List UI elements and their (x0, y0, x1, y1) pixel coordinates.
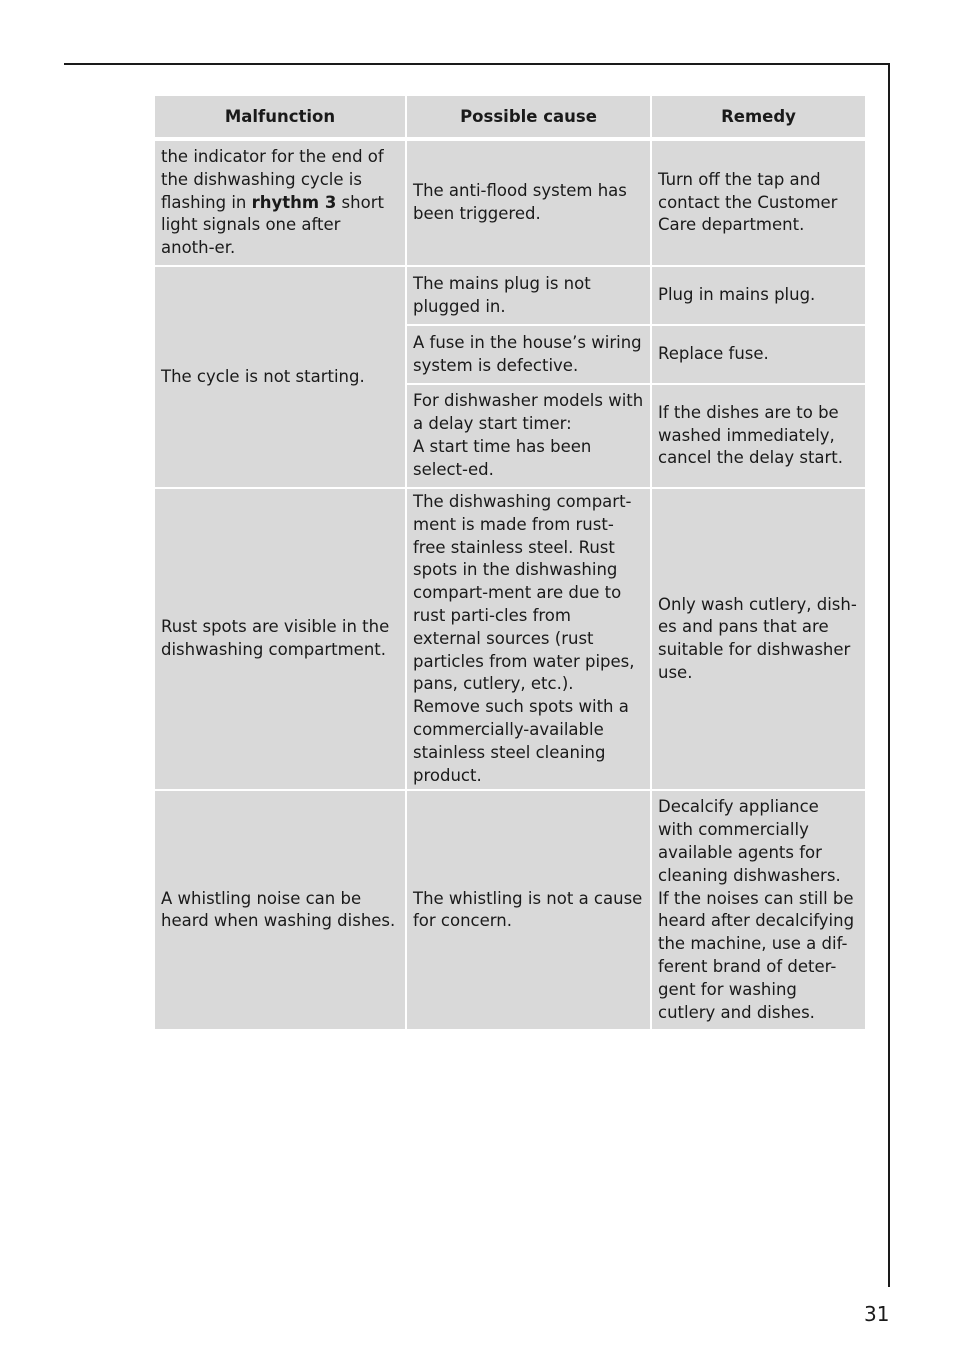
cause-cell: The dishwashing compart-ment is made from rust-free stainless steel. Rust spots in the dishwashing compart-ment are due to rust parti-cles from external sources (rust particles from water pipes, pans, cutlery, etc.). Remove such spots with a commercially-available stainless steel cleaning product. (407, 489, 650, 789)
cause-cell: The anti-flood system has been triggered. (407, 141, 650, 265)
table-row (155, 267, 865, 324)
side-rule (888, 63, 890, 1287)
cause-cell: The whistling is not a cause for concern. (407, 791, 650, 1029)
header-remedy: Remedy (652, 96, 865, 137)
table-row (155, 489, 865, 789)
table-header-row (155, 96, 865, 137)
top-rule (64, 63, 890, 65)
malfunction-cell: The cycle is not starting. (155, 267, 405, 487)
malfunction-cell: Rust spots are visible in the dishwashing compartment. (155, 489, 405, 789)
remedy-cell: Turn off the tap and contact the Customer Care department. (652, 141, 865, 265)
remedy-cell: If the dishes are to be washed immediately, cancel the delay start. (652, 385, 865, 487)
malfunction-cell: A whistling noise can be heard when washing dishes. (155, 791, 405, 1029)
remedy-cell: Only wash cutlery, dish-es and pans that are suitable for dishwasher use. (652, 489, 865, 789)
table-row (155, 791, 865, 1029)
remedy-cell: Plug in mains plug. (652, 267, 865, 324)
page-number: 31 (864, 1302, 890, 1326)
malfunction-cell: the indicator for the end of the dishwashing cycle is flashing in rhythm 3 short light signals one after anoth-er. (155, 141, 405, 265)
header-malfunction: Malfunction (155, 96, 405, 137)
remedy-cell: Replace fuse. (652, 326, 865, 383)
cause-cell: A fuse in the house’s wiring system is defective. (407, 326, 650, 383)
cause-cell: The mains plug is not plugged in. (407, 267, 650, 324)
cause-cell: For dishwasher models with a delay start timer: A start time has been select-ed. (407, 385, 650, 487)
table-row (155, 141, 865, 265)
troubleshooting-table (153, 94, 867, 1031)
rhythm-emphasis: rhythm 3 (251, 192, 337, 212)
header-possible-cause: Possible cause (407, 96, 650, 137)
remedy-cell: Decalcify appliance with commercially available agents for cleaning dishwashers. If the noises can still be heard after decalcifying the machine, use a dif-ferent brand of deter-gent for washing cutlery and dishes. (652, 791, 865, 1029)
